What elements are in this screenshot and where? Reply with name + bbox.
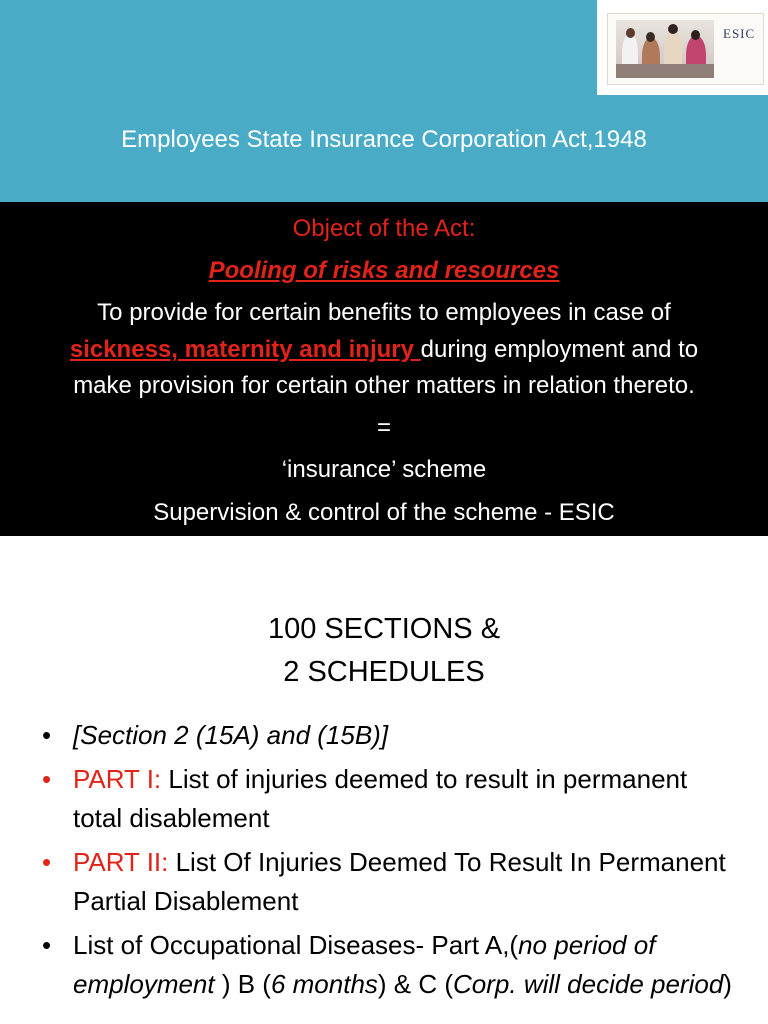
scheme-line: ‘insurance’ scheme: [281, 456, 487, 483]
object-subheading-line: [0, 254, 768, 288]
diseases-text-b: no period of employment: [73, 930, 656, 999]
object-line-1: To provide for certain benefits to employees in case of: [97, 299, 671, 326]
list-item: [42, 760, 742, 838]
schedule-list: [42, 716, 742, 1009]
schedules-title: 2 SCHEDULES: [283, 656, 485, 688]
slide-title: Employees State Insurance Corporation Act,1948: [121, 126, 647, 153]
bullet-icon: •: [42, 847, 52, 877]
logo-text: ESIC: [723, 26, 756, 41]
supervision-line: Supervision & control of the scheme - ESIC: [153, 499, 615, 526]
esic-logo: [597, 0, 768, 95]
object-line-3: make provision for certain other matters in relation thereto.: [73, 372, 695, 399]
object-heading: Object of the Act:: [292, 215, 476, 242]
list-item: [42, 926, 742, 1004]
diseases-text-d: 6 months: [270, 969, 378, 999]
part-text: List Of Injuries Deemed To Result In Permanent Partial Disablement: [73, 847, 726, 916]
diseases-text-f: Corp. will decide period: [453, 969, 724, 999]
bullet-icon: •: [42, 930, 52, 960]
section-reference: [Section 2 (15A) and (15B)]: [73, 720, 389, 750]
object-line-2-rest: during employment and to: [420, 336, 699, 363]
diseases-text-g: ): [723, 969, 732, 999]
equals-sign: =: [376, 414, 391, 441]
object-band: [0, 202, 768, 536]
part-label: PART I:: [73, 764, 162, 794]
bullet-icon: •: [42, 764, 52, 794]
diseases-text-a: List of Occupational Diseases- Part A,(: [73, 930, 519, 960]
object-line-2: [0, 333, 768, 367]
diseases-text-e: ) & C (: [377, 969, 454, 999]
logo-frame: [607, 13, 764, 85]
part-label: PART II:: [73, 847, 169, 877]
part-text: List of injuries deemed to result in permanent total disablement: [73, 764, 688, 833]
diseases-text-c: ) B (: [214, 969, 271, 999]
object-subheading: Pooling of risks and resources: [208, 257, 560, 284]
list-item: [42, 716, 742, 755]
sections-title: 100 SECTIONS &: [267, 613, 501, 645]
benefits-highlight: sickness, maternity and injury: [69, 336, 421, 363]
bullet-icon: •: [42, 720, 52, 750]
list-item: [42, 843, 742, 921]
logo-photo: [616, 20, 714, 78]
